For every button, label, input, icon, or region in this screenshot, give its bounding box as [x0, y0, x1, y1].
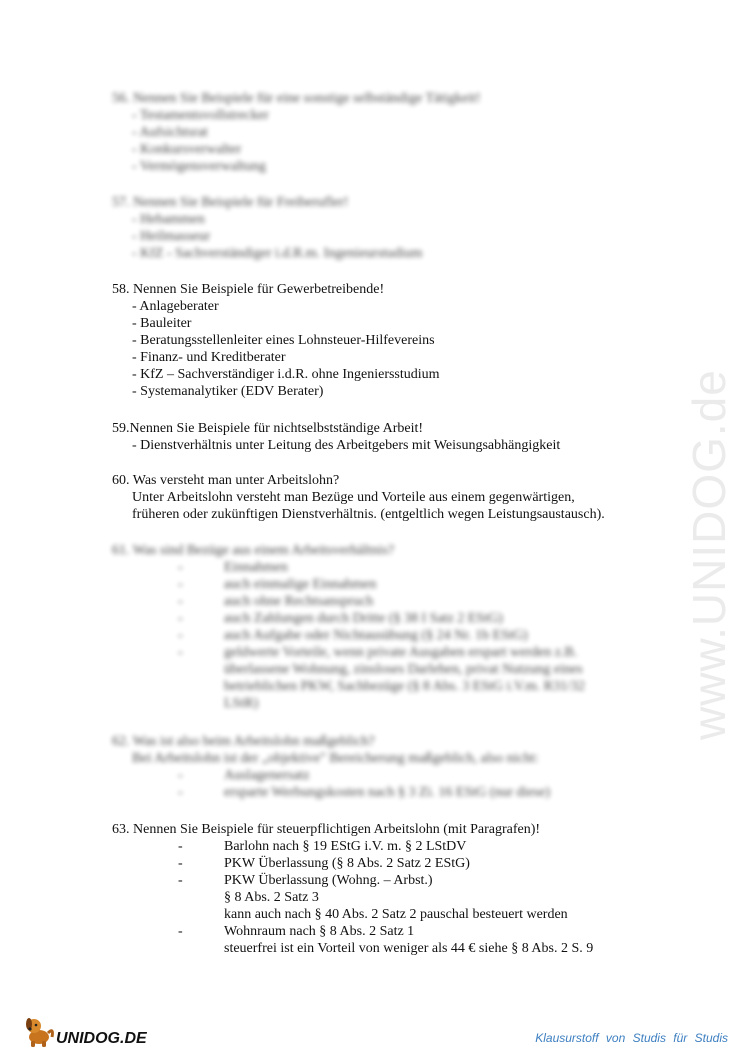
question-title: 58. Nennen Sie Beispiele für Gewerbetreibende!	[112, 282, 385, 297]
answer-line: Unter Arbeitslohn versteht man Bezüge und Vorteile aus einem gegenwärtigen,	[132, 490, 575, 505]
question-60	[112, 472, 605, 523]
question-63	[112, 821, 594, 957]
list-item: - Systemanalytiker (EDV Berater)	[132, 384, 324, 399]
list-item	[112, 576, 394, 593]
list-dash: -	[178, 628, 183, 643]
unidog-logo[interactable]	[22, 1013, 152, 1049]
list-item: - Bauleiter	[132, 316, 192, 331]
list-item	[112, 838, 540, 855]
list-item: - Aufsichtsrat	[132, 125, 208, 140]
list-dash: -	[178, 560, 183, 575]
list-item-text: betrieblichen PKW, Sachbezüge (§ 8 Abs. 3 EStG i.V.m. R31/32	[224, 679, 585, 694]
list-dash: -	[178, 768, 183, 783]
list-item-text: Wohnraum nach § 8 Abs. 2 Satz 1	[224, 924, 415, 939]
question-title: 60. Was versteht man unter Arbeitslohn?	[112, 473, 340, 488]
list-item-text: PKW Überlassung (§ 8 Abs. 2 Satz 2 EStG)	[224, 856, 470, 871]
question-59	[112, 420, 560, 454]
question-title: 57. Nennen Sie Beispiele für Freiberufler!	[112, 195, 349, 210]
list-item-text: Auslagenersatz	[224, 768, 310, 783]
list-item: - Anlageberater	[132, 299, 219, 314]
list-item-text: auch ohne Rechtsanspruch	[224, 594, 374, 609]
list-item-text: auch Aufgabe oder Nichtausübung (§ 24 Nr. 1b EStG)	[224, 628, 528, 643]
list-dash: -	[178, 594, 183, 609]
list-dash: -	[178, 873, 183, 888]
list-item	[112, 593, 394, 610]
list-item	[112, 855, 540, 872]
list-item-text: geldwerte Vorteile, wenn private Ausgaben erspart werden z.B.	[224, 645, 578, 660]
list-item	[112, 695, 394, 712]
list-item-text: Einnahmen	[224, 560, 288, 575]
list-item: - Vermögensverwaltung	[132, 159, 266, 174]
question-title: 56. Nennen Sie Beispiele für eine sonstige selbständige Tätigkeit!	[112, 91, 481, 106]
list-item: - Hebammen	[132, 212, 205, 227]
answer-line: Bei Arbeitslohn ist der „objektive" Bereicherung maßgeblich, also nicht:	[132, 751, 539, 766]
list-item-text: steuerfrei ist ein Vorteil von weniger als 44 € siehe § 8 Abs. 2 S. 9	[224, 941, 594, 956]
list-item	[112, 940, 594, 957]
list-item	[112, 784, 550, 801]
question-61	[112, 542, 585, 712]
list-item-text: auch Zahlungen durch Dritte (§ 38 I Satz 2 EStG)	[224, 611, 503, 626]
list-item-text: auch einmalige Einnahmen	[224, 577, 377, 592]
list-dash: -	[178, 611, 183, 626]
list-item: - Finanz- und Kreditberater	[132, 350, 286, 365]
question-57	[112, 194, 422, 262]
question-62	[112, 733, 550, 801]
list-dash: -	[178, 785, 183, 800]
list-dash: -	[178, 924, 183, 939]
list-item	[112, 678, 585, 695]
list-item	[112, 559, 394, 576]
list-item	[112, 661, 583, 678]
list-item: - Dienstverhältnis unter Leitung des Arbeitgebers mit Weisungsabhängigkeit	[132, 438, 561, 453]
list-item: - Heilmasseur	[132, 229, 211, 244]
list-item-text: ersparte Werbungskosten nach § 3 Zi. 16 EStG (nur diese)	[224, 785, 550, 800]
question-title: 59.Nennen Sie Beispiele für nichtselbstständige Arbeit!	[112, 421, 424, 436]
watermark: www.UNIDOG.de	[683, 369, 735, 740]
list-dash: -	[178, 856, 183, 871]
list-item	[112, 644, 578, 661]
list-item: - KfZ – Sachverständiger i.d.R. ohne Ingeniersstudium	[132, 367, 440, 382]
dog-icon	[26, 1018, 53, 1047]
list-item	[112, 889, 540, 906]
list-item: - KfZ - Sachverständiger i.d.R.m. Ingenieurstudium	[132, 246, 423, 261]
list-item: - Konkursverwalter	[132, 142, 242, 157]
question-title: 61. Was sind Bezüge aus einem Arbeitsverhältnis?	[112, 543, 395, 558]
question-title: 63. Nennen Sie Beispiele für steuerpflichtigen Arbeitslohn (mit Paragrafen)!	[112, 822, 541, 837]
list-item: - Testamentsvollstrecker	[132, 108, 269, 123]
list-dash: -	[178, 577, 183, 592]
list-dash: -	[178, 645, 183, 660]
logo-text: UNIDOG.DE	[56, 1030, 147, 1047]
list-item-text: LStR)	[224, 696, 259, 711]
question-56	[112, 90, 481, 175]
list-item-text: PKW Überlassung (Wohng. – Arbst.)	[224, 873, 433, 888]
question-title: 62. Was ist also beim Arbeitslohn maßgeblich?	[112, 734, 375, 749]
list-dash: -	[178, 839, 183, 854]
answer-line: früheren oder zukünftigen Dienstverhältnis. (entgeltlich wegen Leistungsaustausch).	[132, 507, 605, 522]
question-58	[112, 281, 440, 400]
list-item	[112, 627, 528, 644]
footer-tagline: Klausurstoff von Studis für Studis	[535, 1031, 728, 1045]
list-item: - Beratungsstellenleiter eines Lohnsteuer-Hilfevereins	[132, 333, 435, 348]
list-item	[112, 906, 568, 923]
list-item-text: überlassene Wohnung, zinsloses Darlehen, privat Nutzung eines	[224, 662, 583, 677]
list-item-text: kann auch nach § 40 Abs. 2 Satz 2 pauschal besteuert werden	[224, 907, 568, 922]
list-item	[112, 767, 539, 784]
list-item	[112, 610, 503, 627]
list-item-text: § 8 Abs. 2 Satz 3	[224, 890, 319, 905]
list-item-text: Barlohn nach § 19 EStG i.V. m. § 2 LStDV	[224, 839, 467, 854]
list-item	[112, 872, 540, 889]
list-item	[112, 923, 540, 940]
